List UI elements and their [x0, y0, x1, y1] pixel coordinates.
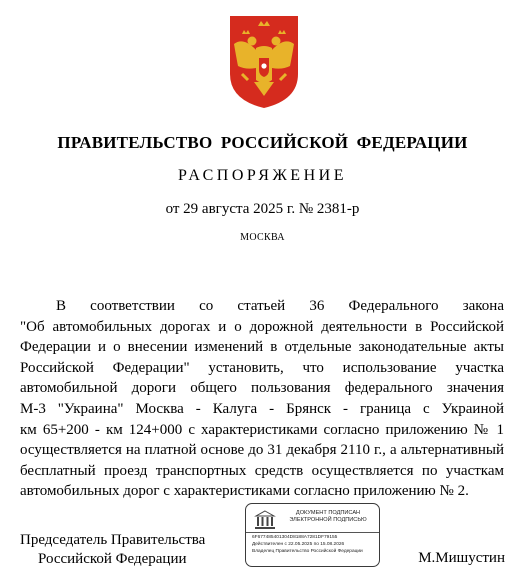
stamp-divider [246, 532, 379, 533]
document-date-number: от 29 августа 2025 г. № 2381-р [165, 201, 360, 217]
government-building-icon [254, 510, 276, 530]
body-line: М-3 "Украина" Москва - Калуга - Брянск - граница с Украиной [20, 400, 504, 417]
signer-name: М.Мишустин [418, 550, 505, 566]
signer-position [20, 531, 205, 569]
coat-of-arms-icon [228, 14, 300, 110]
stamp-owner: Владелец Правительство Российской Федерации [252, 549, 363, 554]
body-line: В соответствии со статьей 36 Федерального закона [56, 298, 504, 314]
body-line: Федерации и о внесении изменений в отдельные законодательные акты [20, 339, 504, 356]
electronic-signature-stamp [245, 503, 380, 567]
document-body [20, 296, 504, 502]
body-line: автомобильных дорог с характеристиками согласно приложению № 2. [20, 483, 469, 500]
body-line: Российской Федерации" установить, что использование участка [20, 359, 504, 376]
stamp-validity: Действителен с 22.05.2025 по 15.08.2026 [252, 542, 345, 547]
government-title: ПРАВИТЕЛЬСТВО РОССИЙСКОЙ ФЕДЕРАЦИИ [57, 133, 468, 152]
body-line: км 65+200 - км 124+000 с характеристиками согласно приложению № 1 [20, 421, 504, 438]
body-line: бесплатный проезд транспортных средств осуществляется по участкам [20, 462, 504, 479]
document-type: РАСПОРЯЖЕНИЕ [178, 167, 347, 184]
body-line: автомобильной дороги общего пользования федерального значения [20, 380, 504, 397]
signer-position-line1: Председатель Правительства [20, 532, 206, 548]
body-line: "Об автомобильных дорогах и о дорожной деятельности в Российской [20, 318, 504, 335]
document-city: МОСКВА [240, 232, 285, 243]
signer-position-line2: Российской Федерации [38, 551, 187, 567]
stamp-heading: ДОКУМЕНТ ПОДПИСАН ЭЛЕКТРОННОЙ ПОДПИСЬЮ [289, 510, 367, 523]
body-line: осуществляется на платной основе до 31 декабря 2110 г., а альтернативный [20, 442, 504, 459]
stamp-serial: 6F677485401304D8188A7281DF79155 [252, 535, 338, 540]
